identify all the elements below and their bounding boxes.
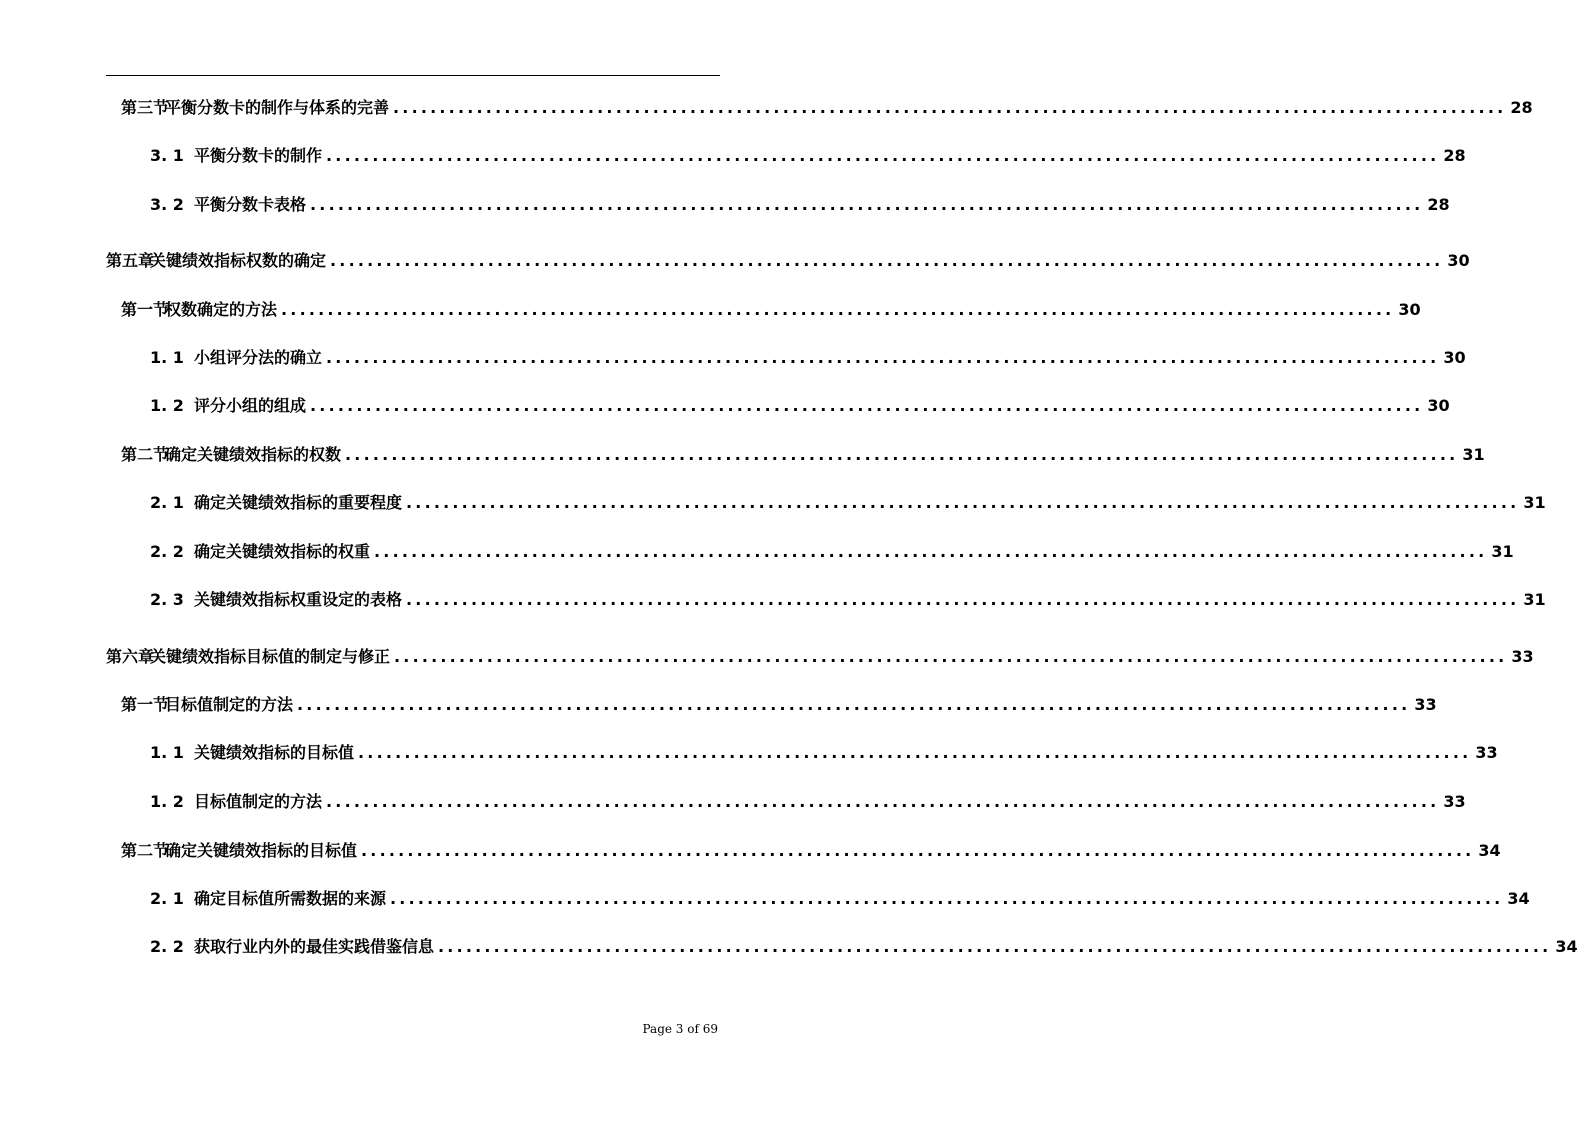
toc-entry[interactable] [121, 693, 1437, 717]
toc-dot-leader: ........................................................................................................................ [297, 695, 1411, 714]
toc-entry[interactable] [121, 443, 1485, 467]
toc-entry[interactable] [150, 887, 1530, 911]
toc-entry-title: 平衡分数卡的制作与体系的完善 [165, 98, 390, 117]
toc-dot-leader: ........................................................................................................................ [326, 348, 1440, 367]
toc-entry-number: 2. 1 [150, 889, 184, 908]
toc-entry-page: 30 [1447, 251, 1470, 270]
toc-entry-number: 第二节 [121, 445, 170, 464]
toc-entry-title: 确定关键绩效指标的权重 [194, 542, 371, 561]
toc-entry-number: 2. 3 [150, 590, 184, 609]
toc-entry-title: 平衡分数卡表格 [194, 195, 307, 214]
toc-dot-leader: ........................................................................................................................ [374, 542, 1488, 561]
toc-entry-page: 31 [1523, 590, 1546, 609]
toc-entry-number: 第一节 [121, 300, 170, 319]
toc-dot-leader: ........................................................................................................................ [406, 590, 1520, 609]
toc-entry[interactable] [106, 645, 1534, 669]
toc-entry-page: 30 [1398, 300, 1421, 319]
toc-entry-page: 28 [1427, 195, 1450, 214]
toc-entry-page: 33 [1414, 695, 1437, 714]
toc-entry[interactable] [150, 491, 1546, 515]
page-footer: Page 3 of 69 [642, 1022, 718, 1036]
toc-entry-number: 第三节 [121, 98, 170, 117]
toc-dot-leader: ........................................................................................................................ [361, 841, 1475, 860]
toc-entry-page: 31 [1523, 493, 1546, 512]
toc-entry[interactable] [150, 588, 1546, 612]
toc-entry[interactable] [150, 346, 1466, 370]
toc-entry-page: 33 [1475, 743, 1498, 762]
toc-dot-leader: ........................................................................................................................ [326, 146, 1440, 165]
toc-entry[interactable] [150, 741, 1498, 765]
toc-entry[interactable] [150, 144, 1466, 168]
toc-entry[interactable] [150, 790, 1466, 814]
toc-entry[interactable] [150, 394, 1450, 418]
toc-entry-title: 关键绩效指标权数的确定 [150, 251, 327, 270]
toc-dot-leader: ........................................................................................................................ [406, 493, 1520, 512]
toc-dot-leader: ........................................................................................................................ [310, 396, 1424, 415]
toc-dot-leader: ........................................................................................................................ [438, 937, 1552, 956]
toc-entry-title: 目标值制定的方法 [194, 792, 323, 811]
toc-entry[interactable] [150, 935, 1578, 959]
toc-dot-leader: ........................................................................................................................ [390, 889, 1504, 908]
toc-entry-title: 目标值制定的方法 [165, 695, 294, 714]
toc-dot-leader: ........................................................................................................................ [394, 647, 1508, 666]
toc-entry-title: 权数确定的方法 [165, 300, 278, 319]
toc-entry-page: 28 [1510, 98, 1533, 117]
toc-entry-title: 确定关键绩效指标的目标值 [165, 841, 358, 860]
toc-dot-leader: ........................................................................................................................ [326, 792, 1440, 811]
toc-entry-number: 第五章 [106, 251, 155, 270]
toc-entry-title: 关键绩效指标目标值的制定与修正 [150, 647, 391, 666]
toc-entry-page: 30 [1443, 348, 1466, 367]
toc-entry-page: 34 [1478, 841, 1501, 860]
toc-entry-number: 3. 2 [150, 195, 184, 214]
toc-dot-leader: ........................................................................................................................ [358, 743, 1472, 762]
toc-entry-number: 2. 2 [150, 937, 184, 956]
toc-entry-title: 关键绩效指标的目标值 [194, 743, 355, 762]
toc-entry-number: 2. 2 [150, 542, 184, 561]
toc-entry-number: 2. 1 [150, 493, 184, 512]
toc-entry[interactable] [150, 540, 1514, 564]
toc-entry[interactable] [121, 839, 1501, 863]
toc-entry-page: 34 [1507, 889, 1530, 908]
toc-entry-page: 33 [1511, 647, 1534, 666]
toc-dot-leader: ........................................................................................................................ [345, 445, 1459, 464]
toc-entry-number: 1. 2 [150, 396, 184, 415]
toc-entry-page: 30 [1427, 396, 1450, 415]
toc-entry-title: 获取行业内外的最佳实践借鉴信息 [194, 937, 435, 956]
toc-entry-page: 33 [1443, 792, 1466, 811]
toc-entry[interactable] [150, 193, 1450, 217]
toc-entry-page: 34 [1555, 937, 1578, 956]
toc-entry-number: 1. 1 [150, 743, 184, 762]
toc-entry[interactable] [121, 298, 1421, 322]
toc-entry-number: 3. 1 [150, 146, 184, 165]
toc-dot-leader: ........................................................................................................................ [281, 300, 1395, 319]
toc-entry-title: 小组评分法的确立 [194, 348, 323, 367]
toc-entry-number: 第六章 [106, 647, 155, 666]
toc-entry[interactable] [121, 96, 1533, 120]
toc-dot-leader: ........................................................................................................................ [393, 98, 1507, 117]
toc-entry-title: 确定目标值所需数据的来源 [194, 889, 387, 908]
toc-entry-number: 第一节 [121, 695, 170, 714]
toc-entry-title: 评分小组的组成 [194, 396, 307, 415]
toc-entry-number: 1. 1 [150, 348, 184, 367]
toc-entry-page: 31 [1462, 445, 1485, 464]
toc-dot-leader: ........................................................................................................................ [330, 251, 1444, 270]
toc-entry-page: 28 [1443, 146, 1466, 165]
toc-entry-title: 平衡分数卡的制作 [194, 146, 323, 165]
toc-entry[interactable] [106, 249, 1470, 273]
toc-entry-number: 第二节 [121, 841, 170, 860]
toc-entry-number: 1. 2 [150, 792, 184, 811]
toc-dot-leader: ........................................................................................................................ [310, 195, 1424, 214]
toc-entry-title: 确定关键绩效指标的权数 [165, 445, 342, 464]
toc-entry-title: 确定关键绩效指标的重要程度 [194, 493, 403, 512]
toc-entry-page: 31 [1491, 542, 1514, 561]
toc-entry-title: 关键绩效指标权重设定的表格 [194, 590, 403, 609]
